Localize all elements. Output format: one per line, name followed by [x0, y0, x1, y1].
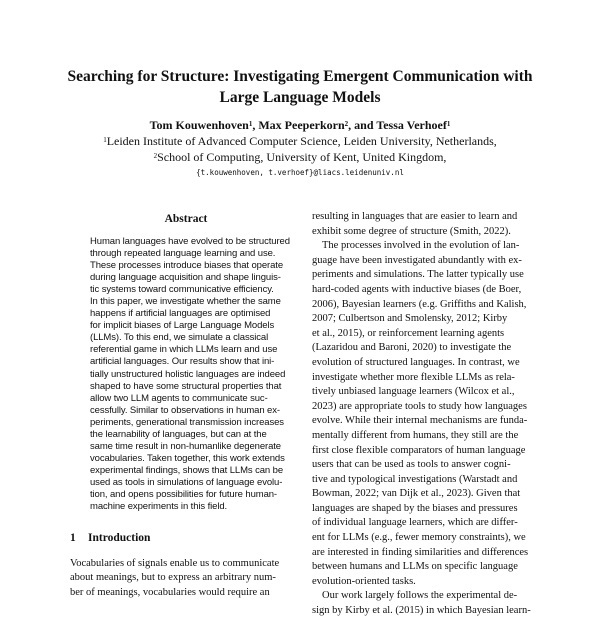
affiliation-text: School of Computing, University of Kent, United Kingdom, — [157, 150, 447, 164]
body-text-line: languages are shaped by the biases and pressures — [312, 502, 518, 514]
body-text-line: evolution of structured languages. In contrast, we — [312, 356, 520, 368]
body-text-line: evolve. While their internal mechanisms are funda- — [312, 415, 528, 427]
body-text-line: evolution-oriented tasks. — [312, 575, 416, 587]
body-text-line: exhibit some degree of structure (Smith, 2022). — [312, 225, 511, 237]
affiliation — [40, 149, 560, 165]
body-text-line: guage have been investigated abundantly with ex- — [312, 254, 522, 266]
section-heading-introduction — [70, 531, 150, 546]
body-text-line: (Lazaridou and Baroni, 2020) to investigate the — [312, 342, 512, 354]
abstract-heading: Abstract — [164, 213, 208, 225]
abstract-line: artificial languages. Our results show that ini- — [90, 356, 275, 368]
body-text-line: mentally different from humans, they still are the — [312, 429, 519, 441]
body-text-line: The processes involved in the evolution of lan- — [322, 240, 520, 252]
body-text-line: 2023) are appropriate tools to study how languages — [312, 400, 527, 412]
author-separator: , and — [348, 118, 377, 132]
abstract-line: Human languages have evolved to be structured — [90, 236, 290, 247]
intro-line: about meanings, but to express an arbitrary num- — [70, 572, 276, 584]
author-list — [40, 117, 560, 133]
abstract-line: for implicit biases of Large Language Models — [90, 320, 275, 332]
body-text-line: between humans and LLMs on specific language — [312, 561, 518, 573]
abstract-line: tion, and opens possibilities for future human- — [90, 488, 277, 500]
body-text-line: ent for LLMs (e.g., fewer memory constraints), we — [312, 532, 526, 544]
body-text-line: hard-coded agents with inductive biases (de Boer, — [312, 283, 522, 295]
author-email: {t.kouwenhoven, t.verhoef}@liacs.leidenuniv.nl — [196, 168, 404, 177]
body-text-line: users that can be used as tools to answer cogni- — [312, 459, 511, 471]
abstract-line: referential game in which LLMs learn and use — [90, 344, 278, 356]
abstract-line: These processes introduce biases that operate — [90, 260, 284, 272]
affiliation — [40, 133, 560, 149]
affiliation-text: Leiden Institute of Advanced Computer Science, Leiden University, Netherlands, — [106, 134, 497, 148]
body-text-line: 2007; Culbertson and Smolensky, 2012; Kirby — [312, 313, 508, 325]
author-name: Tessa Verhoef — [376, 118, 447, 132]
abstract-line: (LLMs). To this end, we simulate a classical — [90, 332, 269, 344]
abstract-line: In this paper, we investigate whether the same — [90, 296, 281, 308]
abstract-line: tic systems toward communicative efficiency. — [90, 284, 274, 296]
author-separator: , — [252, 118, 259, 132]
body-text-line: of individual language learners, which are differ- — [312, 517, 518, 529]
abstract-line: during language acquisition and shape linguis- — [90, 272, 281, 284]
abstract-line: shaped to have some structural properties that — [90, 380, 282, 392]
abstract-line: through repeated language learning and use. — [90, 248, 276, 260]
abstract-line: periments, generational transmission increases — [90, 416, 284, 428]
body-text-line: first close flexible comparators of human language — [312, 444, 526, 456]
author-name: Tom Kouwenhoven — [149, 118, 249, 132]
body-text-line: periments and simulations. The latter typically use — [312, 269, 524, 281]
body-text-line: investigate whether more flexible LLMs as rela- — [312, 371, 515, 383]
affiliation-mark: 2 — [153, 152, 158, 160]
intro-line: ber of meanings, vocabularies would require an — [70, 586, 270, 598]
abstract-body — [90, 236, 290, 513]
affiliation-mark: 1 — [103, 136, 107, 144]
author-affiliation-mark: 2 — [344, 120, 349, 128]
abstract-line: used as tools in simulations of language evolu- — [90, 476, 283, 488]
abstract-line: experimental findings, shows that LLMs can be — [90, 464, 283, 476]
abstract-line: happens if artificial languages are optimised — [90, 308, 271, 320]
body-text-line: 2006), Bayesian learners (e.g. Griffiths and Kalish, — [312, 298, 527, 310]
section-number: 1 — [70, 532, 76, 544]
title-line-1: Searching for Structure: Investigating Emergent Communication with — [67, 68, 533, 85]
body-text-line: et al., 2015), or reinforcement learning agents — [312, 327, 505, 339]
body-text-line: are interested in finding similarities and differences — [312, 546, 529, 558]
abstract-line: cessfully. Similar to observations in human ex- — [90, 404, 280, 416]
body-text-line: resulting in languages that are easier to learn and — [312, 211, 518, 222]
abstract-line: allow two LLM agents to communicate suc- — [90, 392, 268, 404]
author-name: Max Peeperkorn — [258, 118, 345, 132]
abstract-line: vocabularies. Taken together, this work extends — [90, 452, 285, 464]
body-text-line: tively unbiased language learners (Wilcox et al., — [312, 386, 515, 398]
abstract-line: the learnability of languages, but can at the — [90, 428, 267, 440]
body-text-line: Bowman, 2022; van Dijk et al., 2023). Given that — [312, 488, 521, 500]
paper-title — [40, 66, 560, 108]
title-line-2: Large Language Models — [219, 89, 381, 106]
intro-line: Vocabularies of signals enable us to communicate — [70, 558, 280, 569]
author-affiliation-mark: 1 — [248, 120, 253, 128]
abstract-line: same time result in non-humanlike degenerate — [90, 440, 281, 452]
body-text-line: sign by Kirby et al. (2015) in which Bayesian learn- — [312, 605, 531, 617]
introduction-body — [70, 557, 295, 600]
abstract-line: machine experiments in this field. — [90, 501, 228, 513]
right-column-body — [312, 210, 530, 619]
body-text-line: Our work largely follows the experimental de- — [322, 590, 518, 602]
body-text-line: tive and typological investigations (Warstadt and — [312, 473, 518, 485]
abstract-line: tially unstructured holistic languages are indeed — [90, 368, 286, 380]
author-affiliation-mark: 1 — [446, 120, 451, 128]
section-title: Introduction — [88, 532, 151, 544]
